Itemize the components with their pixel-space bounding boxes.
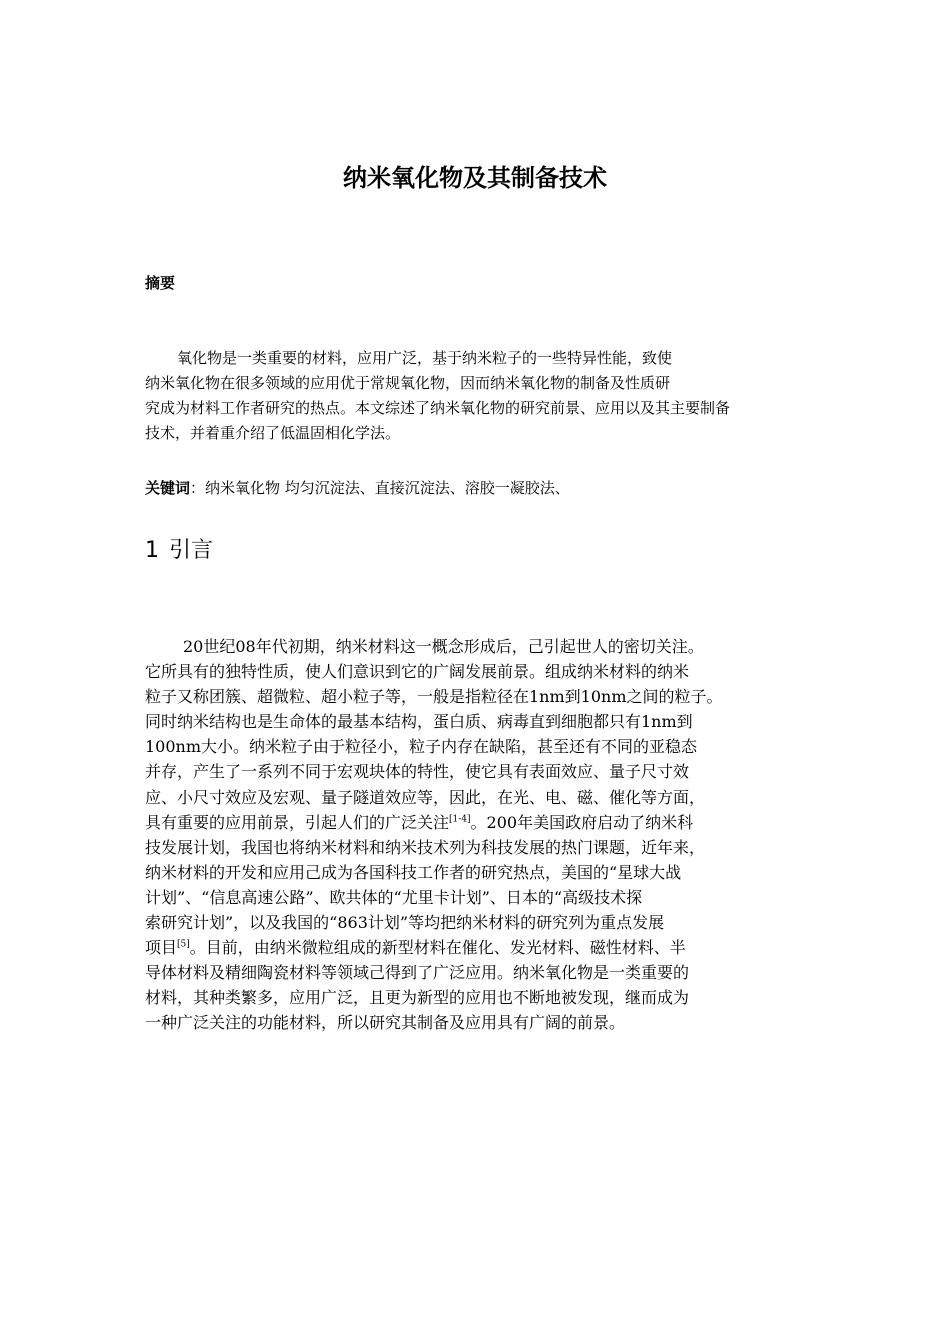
abstract-line: 究成为材料工作者研究的热点。本文综述了纳米氧化物的研究前景、应用以及其主要制备 xyxy=(145,399,731,417)
body-text-segment: 。目前，由纳米微粒组成的新型材料在催化、发光材料、磁性材料、半 xyxy=(189,938,686,958)
body-line xyxy=(145,810,815,835)
body-line: 导体材料及精细陶瓷材料等领域己得到了广泛应用。纳米氧化物是一类重要的 xyxy=(145,963,690,983)
keywords-line xyxy=(145,477,570,499)
keywords-label: 关键词 xyxy=(145,479,191,497)
body-line: 它所具有的独特性质，使人们意识到它的广阔发展前景。组成纳米材料的纳米 xyxy=(145,662,690,682)
abstract-line: 纳米氧化物在很多领域的应用优于常规氧化物，因而纳米氧化物的制备及性质研 xyxy=(145,374,671,392)
body-line: 纳米材料的开发和应用己成为各国科技工作者的研究热点，美国的“星球大战 xyxy=(145,862,682,882)
abstract-line: 氧化物是一类重要的材料，应用广泛，基于纳米粒子的一些特异性能，致使 xyxy=(177,349,673,367)
body-line: 并存，产生了一系列不同于宏观块体的特性，使它具有表面效应、量子尺寸效 xyxy=(145,762,690,782)
keywords-text: 纳米氧化物 均匀沉淀法、直接沉淀法、溶胶一凝胶法、 xyxy=(205,479,570,497)
abstract-body xyxy=(145,346,815,446)
body-line: 应、小尺寸效应及宏观、量子隧道效应等，因此，在光、电、磁、催化等方面， xyxy=(145,787,706,807)
section-title: 引言 xyxy=(169,538,214,563)
body-line: 20世纪08年代初期，纳米材料这一概念形成后，己引起世人的密切关注。 xyxy=(183,637,704,656)
body-line: 材料，其种类繁多，应用广泛，且更为新型的应用也不断地被发现，继而成为 xyxy=(145,988,690,1008)
abstract-line: 技术，并着重介绍了低温固相化学法。 xyxy=(145,424,401,442)
body-text-segment: 。200年美国政府启动了纳米科 xyxy=(470,812,694,832)
section-heading xyxy=(145,536,213,566)
body-line: 一种广泛关注的功能材料，所以研究其制备及应用具有广阔的前景。 xyxy=(145,1013,626,1033)
body-text-segment: 项目 xyxy=(145,938,178,958)
keywords-separator: ： xyxy=(190,479,206,497)
body-line xyxy=(145,935,815,960)
body-text-segment: 具有重要的应用前景，引起人们的广泛关注 xyxy=(145,812,450,832)
body-line: 100nm大小。纳米粒子由于粒径小，粒子内存在缺陷，甚至还有不同的亚稳态 xyxy=(145,737,698,757)
body-line: 计划”、“信息高速公路”、欧共体的“尤里卡计划”、日本的“高级技术探 xyxy=(145,887,643,907)
abstract-heading: 摘要 xyxy=(145,274,176,292)
section-number: 1 xyxy=(145,538,159,563)
citation-reference: [5] xyxy=(177,939,190,950)
body-line: 索研究计划”，以及我国的“863计划”等均把纳米材料的研究列为重点发展 xyxy=(145,913,665,933)
body-line: 粒子又称团簇、超微粒、超小粒子等，一般是指粒径在1nm到10nm之间的粒子。 xyxy=(145,687,723,707)
citation-reference: [1-4] xyxy=(449,814,471,825)
body-line: 同时纳米结构也是生命体的最基本结构，蛋白质、病毒直到细胞都只有1nm到 xyxy=(145,712,693,732)
section-body xyxy=(145,634,815,1036)
body-line: 技发展计划，我国也将纳米材料和纳米技术列为科技发展的热门课题，近年来， xyxy=(145,837,706,857)
document-title: 纳米氧化物及其制备技术 xyxy=(343,164,607,192)
